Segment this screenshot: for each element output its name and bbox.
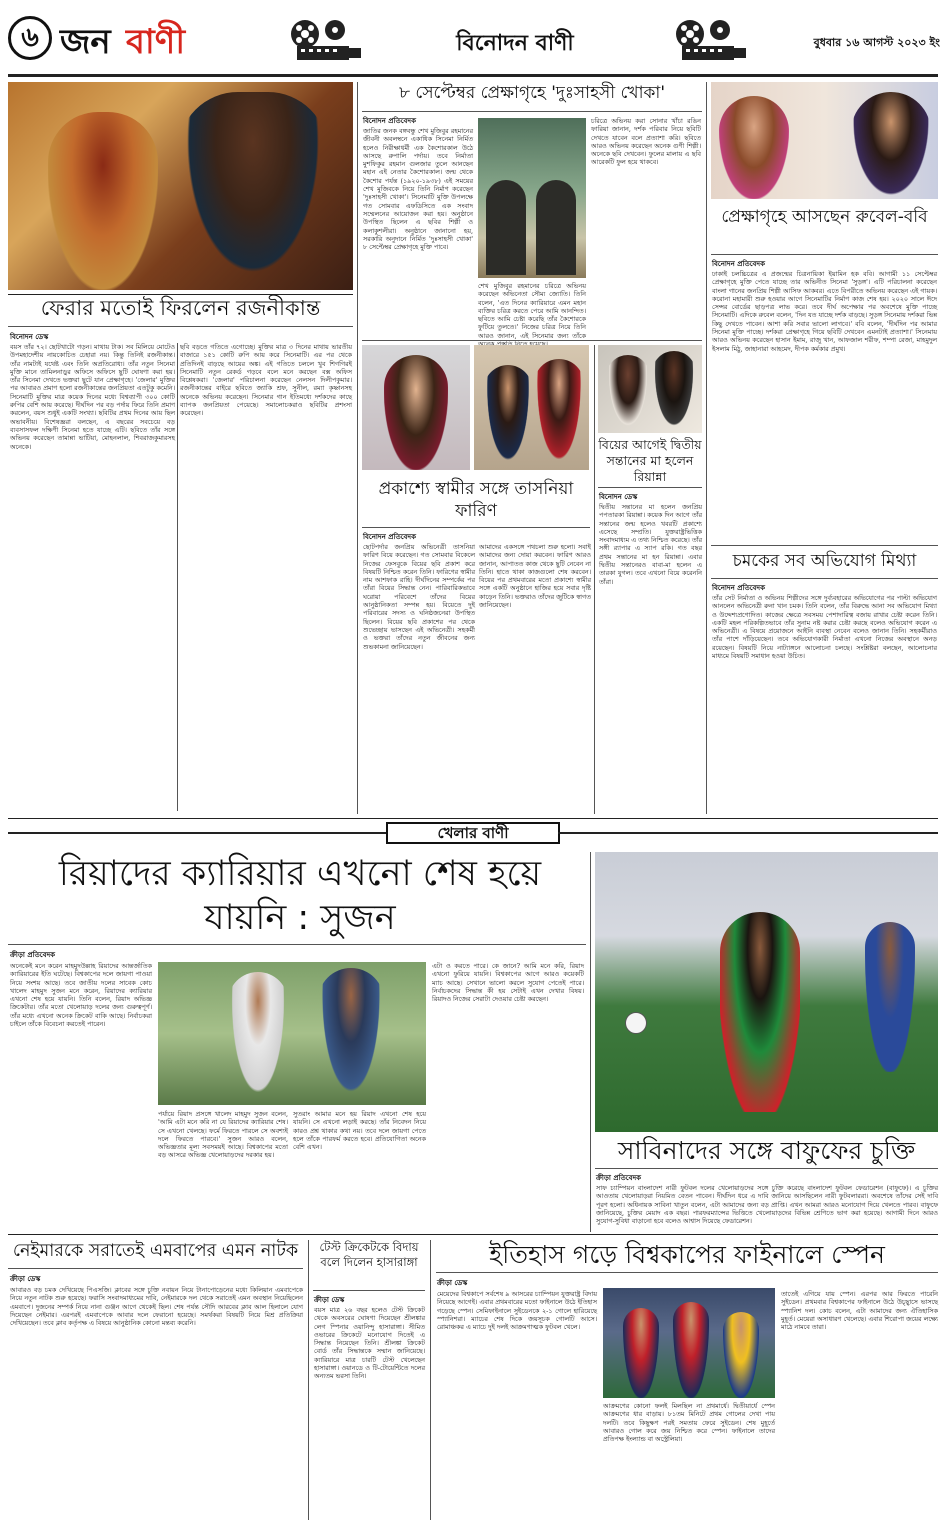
chomok-byline: বিনোদন প্রতিবেদক (712, 584, 765, 592)
rihanna-photo (598, 345, 702, 433)
hasaranga-headline: টেস্ট ক্রিকেটকে বিদায় বলে দিলেন হাসারাঙ্গা (319, 1240, 419, 1269)
article-divider (8, 944, 586, 945)
neymar-headline: নেইমারকে সরাতেই এমবাপের এমন নাটক (12, 1241, 299, 1261)
poster-figure (486, 180, 526, 275)
tasnia-figure (384, 355, 448, 470)
spain-team-photo (603, 1288, 775, 1398)
rubel-bobby-headline: প্রেক্ষাগৃহে আসছেন রুবেল-ববি (721, 207, 928, 227)
section-title: বিনোদন বাণী (456, 31, 574, 56)
spain-byline: ক্রীড়া ডেস্ক (437, 1279, 468, 1287)
column-rule (594, 345, 595, 814)
column-rule (590, 852, 591, 1232)
tasnia-headline: প্রকাশ্যে স্বামীর সঙ্গে তাসনিয়া ফারিণ (378, 479, 574, 521)
article-divider (362, 111, 702, 112)
rihanna-figure (606, 355, 650, 433)
spain-headline: ইতিহাস গড়ে বিশ্বকাপের ফাইনালে স্পেন (489, 1240, 885, 1269)
logo (8, 14, 248, 62)
column-rule (308, 1240, 309, 1520)
film-reel-icon (285, 16, 365, 64)
masthead (0, 0, 945, 74)
publication-date: বুধবার ১৬ আগস্ট ২০২৩ ইং (813, 36, 940, 49)
spain-text-col1: মেয়েদের বিশ্বকাপে সর্বশেষ ৯ আসরের চ্যাম্পিয়ন যুক্তরাষ্ট্র বিদায় নিয়েছে আগেই। এবার প্রথমবারের মতো ফাইনালে উঠে ইতিহাস গড়েছে স্পেন। সেমিফাইনালে সুইডেনকে ২-১ গোলে হারিয়েছে স্প্যানিশরা। ম্যাচের শেষ দিকে জয়সূচক গোলটি আসে। রোমাঞ্চকর এ ম্যাচে দুই দলই আক্রমণাত্মক ফুটবল খেলে। (437, 1290, 597, 1332)
article-divider (711, 254, 938, 255)
banner-line-left (8, 832, 388, 834)
article-divider (598, 487, 702, 488)
column-rule (357, 82, 358, 814)
bride-figure (534, 359, 584, 470)
article-divider (8, 326, 353, 327)
tasnia-text-col1: ছোটপর্দার জনপ্রিয় অভিনেত্রী তাসনিয়া ফারিণ বিয়ে করেছেন। গত সোমবার বিকেলে নিজের ফেসবুকে বিয়ের ছবি প্রকাশ করে বিষয়টি নিশ্চিত করেন তিনি। ফারিণের স্বামীর নাম আশফাক রাহি। দীর্ঘদিনের সম্পর্কের পর তাঁরা বিয়ের সিদ্ধান্ত নেন। পারিবারিকভাবে ঘরোয়া পরিবেশে তাঁদের বিয়ের আনুষ্ঠানিকতা সম্পন্ন হয়। বিয়েতে দুই পরিবারের সদস্য ও ঘনিষ্ঠজনেরা উপস্থিত ছিলেন। বিয়ের ছবি প্রকাশের পর থেকে শুভেচ্ছায় ভাসছেন এই অভিনেত্রী। সহকর্মী ও ভক্তরা তাঁদের নতুন জীবনের জন্য শুভকামনা জানিয়েছেন। (363, 543, 475, 651)
player-figure (623, 1308, 659, 1398)
rajinikanth-photo (8, 82, 353, 290)
player-figure (673, 1302, 709, 1398)
logo-name-part-1: জন (60, 22, 111, 62)
riyad-byline: ক্রীড়া প্রতিবেদক (10, 951, 56, 959)
column-rule (177, 343, 178, 811)
spain-text-col3: তাতেই এগিয়ে যায় স্পেন। এরপর আর ফিরতে পারেনি সুইডেন। প্রথমবার বিশ্বকাপের ফাইনালে উঠে উচ্ছ্বাসে ভাসছে স্প্যানিশ দল। কোচ বলেন, এটা আমাদের জন্য ঐতিহাসিক মুহূর্ত। মেয়েরা অসাধারণ খেলেছে। এবার শিরোপা জয়ের লক্ষ্যে মাঠে নামবে তারা। (781, 1290, 938, 1332)
article-divider (711, 545, 938, 546)
rajinikanth-text-col2: ছবি বড়তে গতিতে এগোচ্ছে। মুক্তির মাত্র ৩ দিনের মাথায় ভারতীয় বাজারে ১৫১ কোটি রুপি আয় করে সিনেমাটি। এর পর থেকে প্রতিদিনই বাড়ছে আয়ের অঙ্ক। এই গতিতে চললে খুব শিগগিরই সিনেমাটি নতুন রেকর্ড গড়বে বলে মনে করছেন বক্স অফিস বিশ্লেষকরা। 'জেলার' পরিচালনা করেছেন নেলসন দিলীপকুমার। রজনীকান্তের বাইরে ছবিতে জ্যাকি শ্রফ, সুনীল, রম্যা কৃষ্ণানসহ অনেকে অভিনয় করেছেন। সিনেমার গান ইতিমধ্যে দর্শকদের কাছে ব্যাপক জনপ্রিয়তা পেয়েছে। সমালোচকরাও ছবিটির প্রশংসা করেছেন। (180, 343, 352, 418)
sports-section-banner (8, 822, 938, 844)
hasaranga-byline: ক্রীড়া ডেস্ক (314, 1296, 345, 1304)
poster-figure (536, 180, 576, 275)
sabina-headline: সাবিনাদের সঙ্গে বাফুফের চুক্তি (617, 1136, 916, 1165)
khokha-text-col2: শেখ মুজিবুর রহমানের চরিত্রে অভিনয় করেছেন অভিনেতা সৌম্য জ্যোতি। তিনি বলেন, 'এত দিনের ক্যারিয়ারে এমন মহান ব্যক্তির চরিত্র করতে পেরে আমি আনন্দিত। ছবিতে আমি চেষ্টা করেছি তাঁর কৈশোরকে ফুটিয়ে তুলতে।' নিজের চরিত্র নিয়ে তিনি আরও জানান, এই সিনেমার জন্য তাঁকে (478, 282, 586, 340)
masthead-rule (8, 74, 938, 77)
riyad-text-col4: এটা ও করতে পারে। কে জানে? আমি মনে করি, রিয়াদ এখনো ফুরিয়ে যায়নি। বিশ্বকাপের আগে আরও কয়েকটি ম্যাচ আছে। সেখানে ভালো করলে সুযোগ পেতেই পারে। নির্বাচকদের সিদ্ধান্ত কী হয় সেটাই এখন দেখার বিষয়। রিয়াদও নিজের সেরাটা দেওয়ার চেষ্টা করছেন। (432, 962, 584, 1004)
article-divider (362, 340, 702, 341)
khokha-poster (478, 118, 586, 278)
wedding-photo (474, 345, 589, 470)
article-divider (313, 1290, 425, 1291)
page-number-badge: ৬ (8, 16, 52, 60)
article-divider (8, 294, 353, 295)
rubel-bobby-photo (711, 82, 938, 199)
khokha-headline: ৮ সেপ্টেম্বর প্রেক্ষাগৃহে 'দুঃসাহসী খোকা' (399, 83, 665, 103)
player-figure (723, 1312, 759, 1398)
sabina-text: সাফ চ্যাম্পিয়ন বাংলাদেশ নারী ফুটবল দলের খেলোয়াড়দের সঙ্গে চুক্তি করেছে বাংলাদেশ ফুটবল ফেডারেশন (বাফুফে)। এ চুক্তির আওতায় খেলোয়াড়রা নিয়মিত বেতন পাবেন। দীর্ঘদিন ধরে এ দাবি জানিয়ে আসছিলেন নারী ফুটবলাররা। অবশেষে তাঁদের সেই দাবি পূরণ হলো। অধিনায়ক সাবিনা খাতুন বলেন, এটা আমাদের জন্য বড় প্রাপ্তি। এখন আমরা আরও মনোযোগ দিয়ে খেলতে পারব। বাফুফে জানিয়েছে, চুক্তির মেয়াদ এক বছর। পারফরম্যান্সের ভিত্তিতে খেলোয়াড়দের বিভিন্ন শ্রেণিতে ভাগ করা হয়েছে। আগামী দিনে আরও সুযোগ-সুবিধা বাড়ানো হবে বলেও আশ্বাস দিয়েছে ফেডারেশন। (596, 1184, 938, 1226)
sports-section-title: খেলার বাণী (386, 822, 560, 844)
football (625, 1012, 647, 1034)
section-rule (8, 1234, 938, 1235)
sabina-byline: ক্রীড়া প্রতিবেদক (596, 1174, 642, 1182)
riyad-text-col3: সুতরাং আমার মনে হয় রিয়াদ এখনো শেষ হয়ে যায়নি। সে এখনো লড়াই করছে। তাঁর নিবেদন নিয়ে কারও প্রশ্ন থাকার কথা নয়। তবে দলে জায়গা পেতে হলে তাঁকে পারফর্ম করতে হবে। প্রতিযোগিতা অনেক বেশি এখন। (293, 1110, 426, 1152)
tasnia-portrait (362, 345, 470, 470)
actor-figure (178, 92, 328, 290)
rihanna-text: দ্বিতীয় সন্তানের মা হলেন জনপ্রিয় পপতারকা রিয়ান্না। কয়েক দিন আগে তাঁর সন্তানের জন্ম হলেও খবরটি প্রকাশ্যে এসেছে সম্প্রতি। যুক্তরাষ্ট্রভিত্তিক সংবাদমাধ্যম এ তথ্য নিশ্চিত করেছে। তাঁর সঙ্গী র‍্যাপার এ স্যাপ রকি। গত বছর প্রথম সন্তানের মা হন রিয়ান্না। এবার দ্বিতীয় সন্তানেরও বাবা-মা হলেন এ তারকা যুগল। তবে এখনো বিয়ে করেননি তাঁরা। (599, 503, 702, 586)
column-rule (706, 82, 707, 814)
chomok-text: তাঁর সেট নির্মাতা ও অভিনয় শিল্পীদের সঙ্গে দুর্ব্যবহারের অভিযোগের পর পাল্টা অভিযোগ আনলেন অভিনেত্রী রুনা খান চমক। তিনি বলেন, তাঁর বিরুদ্ধে আনা সব অভিযোগ মিথ্যা ও উদ্দেশ্যপ্রণোদিত। কাজের ক্ষেত্রে সবসময় পেশাদারিত্ব বজায় রাখার চেষ্টা করেন তিনি। একটি মহল পরিকল্পিতভাবে তাঁর সুনাম নষ্ট করার চেষ্টা করছে বলেও অভিযোগ করেন এ অভিনেত্রী। এ বিষয়ে প্রয়োজনে আইনি ব্যবস্থা নেবেন বলেও জানান তিনি। সহকর্মীরাও তাঁর পাশে দাঁড়িয়েছেন। তবে অভিযোগকারী নির্মাতা এখনো নিজের অবস্থানে অনড় রয়েছেন। বিষয়টি নিয়ে নাট্যাঙ্গনে আলোচনা চলছে। সংশ্লিষ্টরা বলছেন, আলোচনার মাধ্যমে বিষয়টি সমাধান হওয়া উচিত। (712, 594, 937, 661)
chomok-headline: চমকের সব অভিযোগ মিথ্যা (732, 551, 917, 571)
rubel-bobby-byline: বিনোদন প্রতিবেদক (712, 260, 765, 268)
logo-name-part-2: বাণী (126, 22, 186, 62)
actress-figure (48, 112, 158, 290)
bobby-figure (719, 96, 789, 199)
film-reel-icon (670, 16, 750, 64)
rubel-bobby-text: ঢাকাই চলচ্চিত্রের এ প্রজন্মের চিত্রনায়িকা ইয়ামিন হক ববি। আগামী ১১ সেপ্টেম্বর প্রেক্ষাগৃহে মুক্তি পেতে যাচ্ছে তার অভিনীত সিনেমা 'সুড়ঙ্গ'। এটি পরিচালনা করেছেন বাংলা গানের জনপ্রিয় শিল্পী আসিফ আকবর। এতে বিপরীতে অভিনয় করেছেন এই গায়ক। করোনা মহামারী শুরু হওয়ার আগে সিনেমাটির নির্মাণ কাজ শেষ হয়। ২০২০ সালে ঈদে সেন্সর বোর্ডের ছাড়পত্র লাভ করে। তবে দীর্ঘ অপেক্ষার পর অবশেষে মুক্তি পাচ্ছে সিনেমাটি। এদিকে রুবেল বলেন, 'দিন যত যাচ্ছে দর্শক বাড়ছে। সুড়ঙ্গ সিনেমায় দর্শকরা ভিন্ন কিছু দেখতে পাবেন। আশা করি সবার ভালো লাগবে।' ববি বলেন, 'দীর্ঘদিন পর আমার সিনেমা মুক্তি পাচ্ছে। দর্শকরা প্রেক্ষাগৃহে গিয়ে ছবিটি দেখবেন এমনটাই প্রত্যাশা।' সিনেমায় আরও অভিনয় করেছেন হাসান ইমাম, রাজু খান, আফজাল শরীফ, শম্পা রেজা, মাহমুদুল ইসলাম মিঠু, জাহানারা আহমেদ, দীপক কর্মকার প্রমুখ। (712, 270, 937, 353)
banner-line-right (558, 832, 938, 834)
player-figure (865, 922, 915, 1072)
tasnia-text-col2: আমাদের একসঙ্গে পথচলা শুরু হলো। সবাই আমাদের জন্য দোয়া করবেন। ফারিণ আরও জানান, আপাতত কাজ থেকে ছুটি নেবেন না তিনি। হাতে থাকা কাজগুলো শেষ করবেন। বিয়ের পর প্রথমবারের মতো প্রকাশ্যে স্বামীর সঙ্গে একটি অনুষ্ঠানে হাজির হয়ে সবার দৃষ্টি কাড়েন তিনি। ভক্তরাও তাঁদের জুটিকে স্বাগত জানিয়েছেন। (479, 543, 591, 610)
riyad-text-col2: পর্যায়ে রিয়াদ প্রসঙ্গে খালেদ মাহমুদ সুজন বলেন, 'আমি এটা মনে করি না যে রিয়াদের ক্যারিয়ার শেষ। সে এখনো খেলছে। ফর্মে ফিরতে পারলে সে অবশ্যই দলে ফিরতে পারবে।' সুজন আরও বলেন, অভিজ্ঞতার মূল্য সবসময়ই আছে। বিশ্বকাপের মতো বড় আসরে অভিজ্ঞ খেলোয়াড়দের দরকার হয়। (158, 1110, 288, 1160)
section-rule (8, 818, 938, 819)
neymar-byline: ক্রীড়া ডেস্ক (10, 1275, 41, 1283)
article-divider (362, 527, 590, 528)
article-divider (595, 1168, 938, 1169)
rubel-figure (851, 92, 931, 199)
article-divider (711, 578, 938, 579)
tasnia-byline: বিনোদন প্রতিবেদক (363, 533, 416, 541)
khokha-text-col3: চরিত্রে অভিনয় করা সোনার খাঁচা রঙিন ফারিয়া জানান, দর্শক পরিবার নিয়ে ছবিটি দেখতে যাবেন বলে প্রত্যাশা করি। ছবিতে আরও অভিনয় করেছেন অনেক গুণী শিল্পী। অনেকে ছবি দেখবেন। ফুলের মালায় এ ছবি আরেকটি ফুল হয়ে থাকবে। (591, 117, 701, 167)
khokha-byline: বিনোদন প্রতিবেদক (363, 117, 416, 125)
coach-and-riyad-photo (158, 962, 426, 1105)
article-divider (8, 1268, 303, 1269)
column-rule (430, 1240, 431, 1520)
rihanna-byline: বিনোদন ডেস্ক (599, 493, 638, 501)
khokha-text-col1: জাতির জনক বঙ্গবন্ধু শেখ মুজিবুর রহমানের জীবনী অবলম্বনে একাধিক সিনেমা নির্মিত হলেও নিরীক্ষাধর্মী এক কৈশোরকাল উঠে আসছে রুপালি পর্দায়। তবে নির্মাতা মুশফিকুর রহমান গুলজার তুলে আনছেন মহান এই নেতার কৈশোরকাল। জন্ম থেকে কৈশোর পর্যন্ত (১৯২০-১৯৩৮) এই সময়ের শেখ মুজিবকে নিয়ে তিনি নির্মাণ করেছেন 'দুঃসাহসী খোকা'। সিনেমাটি মুক্তি উপলক্ষে গত সোমবার এফডিসিতে এক সংবাদ সম্মেলনের আয়োজন করা হয়। অনুষ্ঠানে উপস্থিত ছিলেন এ ছবির শিল্পী ও কলাকুশলীরা। অনুষ্ঠানে জানানো হয়, সরকারি অনুদানে নির্মিত 'দুঃসাহসী খোকা' ৮ সেপ্টেম্বর প্রেক্ষাগৃহে মুক্তি পাবে। (363, 127, 473, 252)
groom-figure (484, 365, 532, 470)
rajinikanth-text-col1: বয়স তাঁর ৭২। ছোটখাটো গড়ন। মাথায় টাক। সব মিলিয়ে মোটেও উপমহাদেশীয় নায়কোচিত চেহারা নয়। কিন্তু তিনিই রজনীকান্ত। তাঁর নামটাই যথেষ্ট এবং তিনি অপ্রতিরোধ্য। তাঁর নতুন সিনেমা মুক্তি মানে তামিলনাড়ুর অফিসে অফিসে ছুটি ঘোষণা করা হয়। তাঁর সিনেমা দেখতে ভক্তরা ছুটে যান প্রেক্ষাগৃহে। 'জেলার' মুক্তির পর আবারও প্রমাণ হলো রজনীকান্তের জনপ্রিয়তা এতটুকু কমেনি। সিনেমাটি মুক্তির মাত্র কয়েক দিনের মধ্যে বিশ্বব্যাপী ৩০০ কোটি রুপির বেশি আয় করেছে। দীর্ঘদিন পর বড় পর্দায় ফিরে তিনি প্রমাণ করলেন, বয়স শুধুই একটি সংখ্যা। ছবিটির প্রথম দিনের আয় ছিল অভাবনীয়। বিশেষজ্ঞরা বলছেন, এ বছরের সবচেয়ে বড় ব্যবসাসফল দক্ষিণী সিনেমা হতে যাচ্ছে এটি। ছবিতে তাঁর সঙ্গে অভিনয় করেছেন তামান্না ভাটিয়া, মোহনলাল, শিবরাজকুমারসহ অনেকে। (10, 343, 175, 451)
rihanna-headline: বিয়ের আগেই দ্বিতীয় সন্তানের মা হলেন রিয়ান্না (598, 437, 702, 484)
spain-text-col2: আক্রমণের কোনো ফলই মিলছিল না প্রথমার্ধে। দ্বিতীয়ার্ধে স্পেন আক্রমণের ধার বাড়ায়। ৮১তম মিনিটে প্রথম গোলের দেখা পায় দলটি। তবে কিছুক্ষণ পরই সমতায় ফেরে সুইডেন। শেষ মুহূর্তে আবারও গোল করে জয় নিশ্চিত করে স্পেন। ফাইনালে তাদের প্রতিপক্ষ ইংল্যান্ড বা অস্ট্রেলিয়া। (603, 1402, 775, 1444)
article-divider (436, 1272, 938, 1273)
riyad-headline: রিয়াদের ক্যারিয়ার এখনো শেষ হয়ে যায়নি : সুজন (58, 854, 542, 938)
player-figure (720, 912, 800, 1112)
sabina-football-photo (595, 852, 938, 1132)
rajinikanth-byline: বিনোদন ডেস্ক (10, 333, 49, 341)
hasaranga-text: বয়স মাত্র ২৬ বছর হলেও টেস্ট ক্রিকেট থেকে অবসরের ঘোষণা দিয়েছেন শ্রীলঙ্কার লেগ স্পিনার ওয়ানিন্দু হাসারাঙ্গা। সীমিত ওভারের ক্রিকেটে মনোযোগ দিতেই এ সিদ্ধান্ত নিয়েছেন তিনি। শ্রীলঙ্কা ক্রিকেট বোর্ড তাঁর সিদ্ধান্তকে সম্মান জানিয়েছে। ক্যারিয়ারে মাত্র চারটি টেস্ট খেলেছেন হাসারাঙ্গা। ওয়ানডে ও টি-টোয়েন্টিতে দলের অন্যতম ভরসা তিনি। (314, 1306, 425, 1381)
riyad-text-col1: অনেকেই মনে করেন মাহমুদউল্লাহ রিয়াদের আন্তর্জাতিক ক্যারিয়ারের ইতি ঘটেছে। বিশ্বকাপের দলে জায়গা পাওয়া নিয়ে সংশয় আছে। তবে জাতীয় দলের সাবেক কোচ খালেদ মাহমুদ সুজন মনে করেন, রিয়াদের ক্যারিয়ার এখনো শেষ হয়ে যায়নি। তিনি বলেন, রিয়াদ অভিজ্ঞ ক্রিকেটার। তাঁর মতো খেলোয়াড় দলের জন্য গুরুত্বপূর্ণ। তাঁর মধ্যে এখনো অনেক ক্রিকেট বাকি আছে। নির্বাচকরা চাইলে তাঁকে বিবেচনা করতেই পারেন। (10, 962, 152, 1029)
rapper-figure (652, 351, 696, 433)
riyad-figure (318, 968, 384, 1105)
rajinikanth-headline: ফেরার মতোই ফিরলেন রজনীকান্ত (40, 296, 321, 320)
neymar-text: আবারও বড় চমক দেখিয়েছে পিএসজি। ক্লাবের সঙ্গে চুক্তি নবায়ন নিয়ে টানাপোড়েনের মধ্যে কিলিয়ান এমবাপেকে নিয়ে নতুন নাটক শুরু হয়েছে। ফরাসি সংবাদমাধ্যমের দাবি, নেইমারকে দল থেকে সরাতেই এমন অবস্থান নিয়েছিলেন এমবাপে। দুজনের সম্পর্ক নিয়ে নানা গুঞ্জন আগে থেকেই ছিল। শেষ পর্যন্ত সৌদি আরবের ক্লাব আল হিলালে যোগ দিয়েছেন নেইমার। এরপরই এমবাপেকে আবার দলে ফেরানো হয়েছে। সমর্থকরা বিষয়টি নিয়ে মিশ্র প্রতিক্রিয়া দেখিয়েছেন। তবে ক্লাব কর্তৃপক্ষ এ বিষয়ে আনুষ্ঠানিক কোনো মন্তব্য করেনি। (10, 1286, 303, 1328)
coach-figure (228, 972, 288, 1105)
